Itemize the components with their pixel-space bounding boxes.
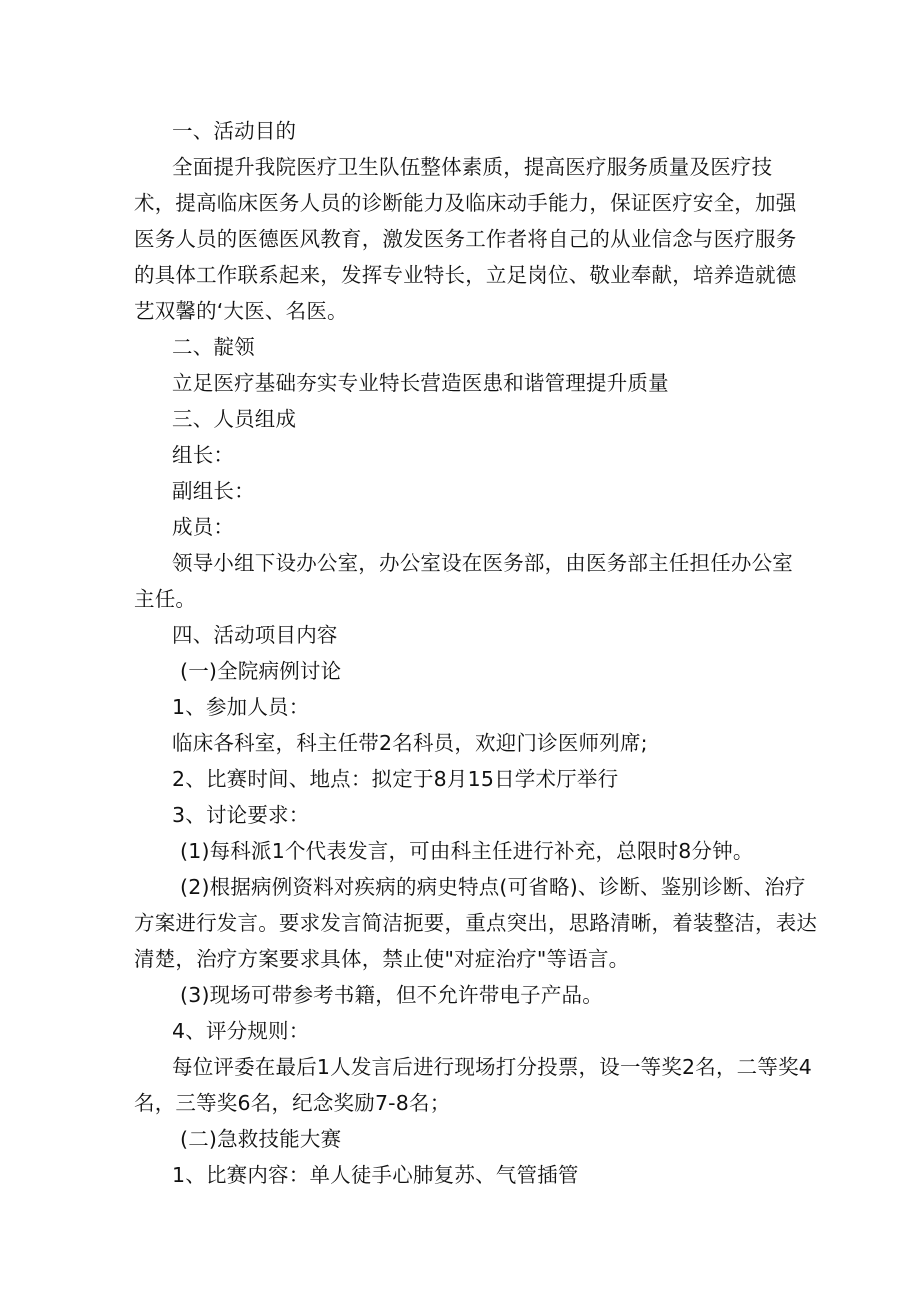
list-item: (3)现场可带参考书籍，但不允许带电子产品。 <box>180 983 603 1007</box>
list-item: 1、参加人员： <box>172 695 310 719</box>
list-item: 3、讨论要求： <box>172 803 310 827</box>
paragraph-line: 医务人员的医德医风教育，激发医务工作者将自己的从业信念与医疗服务 <box>134 227 797 251</box>
field-label-leader: 组长： <box>172 443 235 467</box>
list-item: 1、比赛内容：单人徒手心肺复苏、气管插管 <box>172 1163 579 1187</box>
paragraph-line: 立足医疗基础夯实专业特长营造医患和谐管理提升质量 <box>172 371 669 395</box>
field-label-deputy-leader: 副组长： <box>172 479 255 503</box>
subsection-heading-case-discussion: (一)全院病例讨论 <box>180 659 342 683</box>
field-label-members: 成员： <box>172 515 235 539</box>
paragraph-line: 每位评委在最后1人发言后进行现场打分投票，设一等奖2名，二等奖4 <box>172 1055 813 1079</box>
section-heading-content: 四、活动项目内容 <box>172 623 338 647</box>
paragraph-line: 术，提高临床医务人员的诊断能力及临床动手能力，保证医疗安全，加强 <box>134 191 797 215</box>
list-item: (1)每科派1个代表发言，可由科主任进行补充，总限时8分钟。 <box>180 839 754 863</box>
paragraph-line: 艺双馨的‘大医、名医。 <box>134 299 348 323</box>
subsection-heading-first-aid: (二)急救技能大赛 <box>180 1127 342 1151</box>
paragraph-line: 全面提升我院医疗卫生队伍整体素质，提高医疗服务质量及医疗技 <box>172 155 773 179</box>
paragraph-line: 临床各科室，科主任带2名科员，欢迎门诊医师列席; <box>172 731 648 755</box>
paragraph-line: 方案进行发言。要求发言简洁扼要，重点突出，思路清晰，着装整洁，表达 <box>134 911 818 935</box>
paragraph-line: 主任。 <box>134 587 197 611</box>
section-heading-purpose: 一、活动目的 <box>172 119 297 143</box>
paragraph-line: 的具体工作联系起来，发挥专业特长，立足岗位、敬业奉献，培养造就德 <box>134 263 797 287</box>
list-item: (2)根据病例资料对疾病的病史特点(可省略)、诊断、鉴别诊断、治疗 <box>180 875 806 899</box>
paragraph-line: 清楚，治疗方案要求具体，禁止使"对症治疗"等语言。 <box>134 947 630 971</box>
section-heading-slogan: 二、靛领 <box>172 335 255 359</box>
paragraph-line: 名，三等奖6名，纪念奖励7-8名； <box>134 1091 451 1115</box>
section-heading-members: 三、人员组成 <box>172 407 297 431</box>
list-item: 4、评分规则： <box>172 1019 310 1043</box>
list-item: 2、比赛时间、地点：拟定于8月15日学术厅举行 <box>172 767 619 791</box>
paragraph-line: 领导小组下设办公室，办公室设在医务部，由医务部主任担任办公室 <box>172 551 793 575</box>
